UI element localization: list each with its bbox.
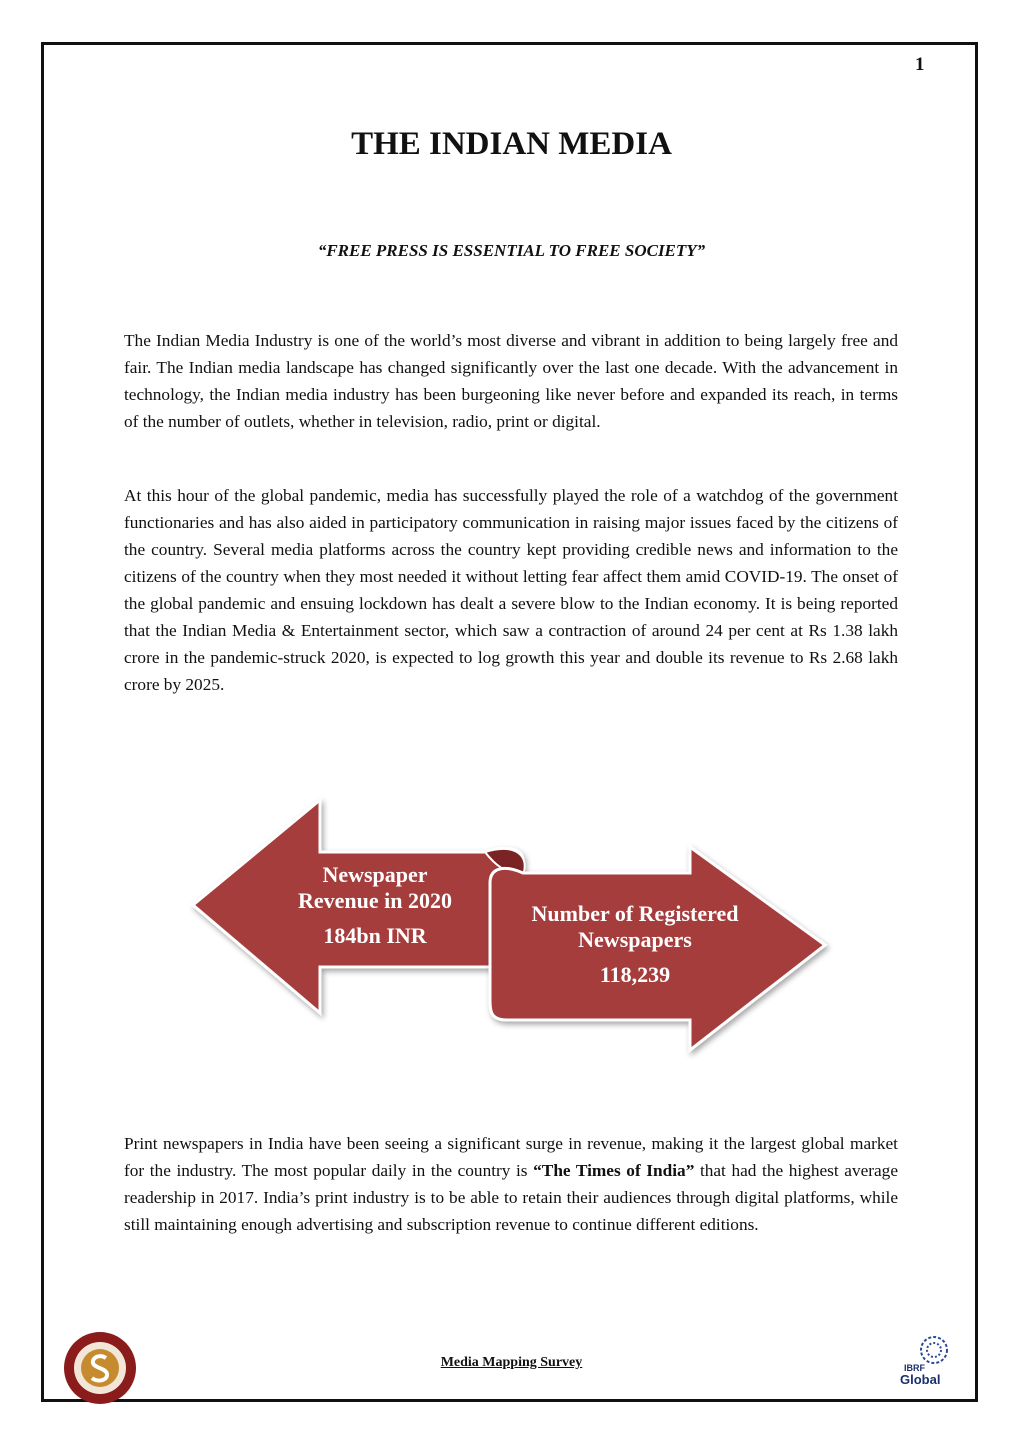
ibrf-logo-text: IBRF (904, 1363, 925, 1373)
right-arrow-line1: Number of Registered (531, 901, 739, 926)
paragraph-print-text-2: that had the highest average readership in 2017. India’s print industry is to be able to retain their audiences through digital platforms, while still maintaining enough advertising and subscription revenue to continue different editions. (124, 1161, 898, 1234)
paragraph-print-highlight: “The Times of India” (533, 1161, 695, 1180)
paragraph-intro: The Indian Media Industry is one of the world’s most diverse and vibrant in addition to being largely free and fair. The Indian media landscape has changed significantly over the last one decade. With the advancement in technology, the Indian media industry has been burgeoning like never before and expanded its reach, in terms of the number of outlets, whether in television, radio, print or digital. (124, 331, 898, 431)
left-arrow-line1: Newspaper (322, 862, 428, 887)
paragraph-print (124, 1130, 898, 1238)
right-arrow-value: 118,239 (599, 962, 671, 987)
left-arrow-line2: Revenue in 2020 (298, 888, 452, 913)
global-logo-text: Global (900, 1372, 941, 1387)
quote: “FREE PRESS IS ESSENTIAL TO FREE SOCIETY” (317, 241, 706, 260)
page-title: THE INDIAN MEDIA (351, 126, 672, 162)
page-number: 1 (915, 54, 925, 75)
infographic-arrows (185, 795, 835, 1060)
right-arrow-line2: Newspapers (578, 927, 692, 952)
left-arrow-value: 184bn INR (323, 923, 427, 948)
paragraph-print-text-1: Print newspapers in India have been seeing a significant surge in revenue, making it the largest global market for the industry. The most popular daily in the country is (124, 1134, 898, 1180)
footer-title: Media Mapping Survey (440, 1355, 583, 1370)
paragraph-pandemic: At this hour of the global pandemic, media has successfully played the role of a watchdog of the government functionaries and has also aided in participatory communication in raising major issues faced by the citizens of the country. Several media platforms across the country kept providing credible news and information to the citizens of the country when they most needed it without letting fear affect them amid COVID-19. The onset of the global pandemic and ensuing lockdown has dealt a severe blow to the Indian economy. It is being reported that the Indian Media & Entertainment sector, which saw a contraction of around 24 per cent at Rs 1.38 lakh crore in the pandemic-struck 2020, is expected to log growth this year and double its revenue to Rs 2.68 lakh crore by 2025. (124, 486, 898, 694)
